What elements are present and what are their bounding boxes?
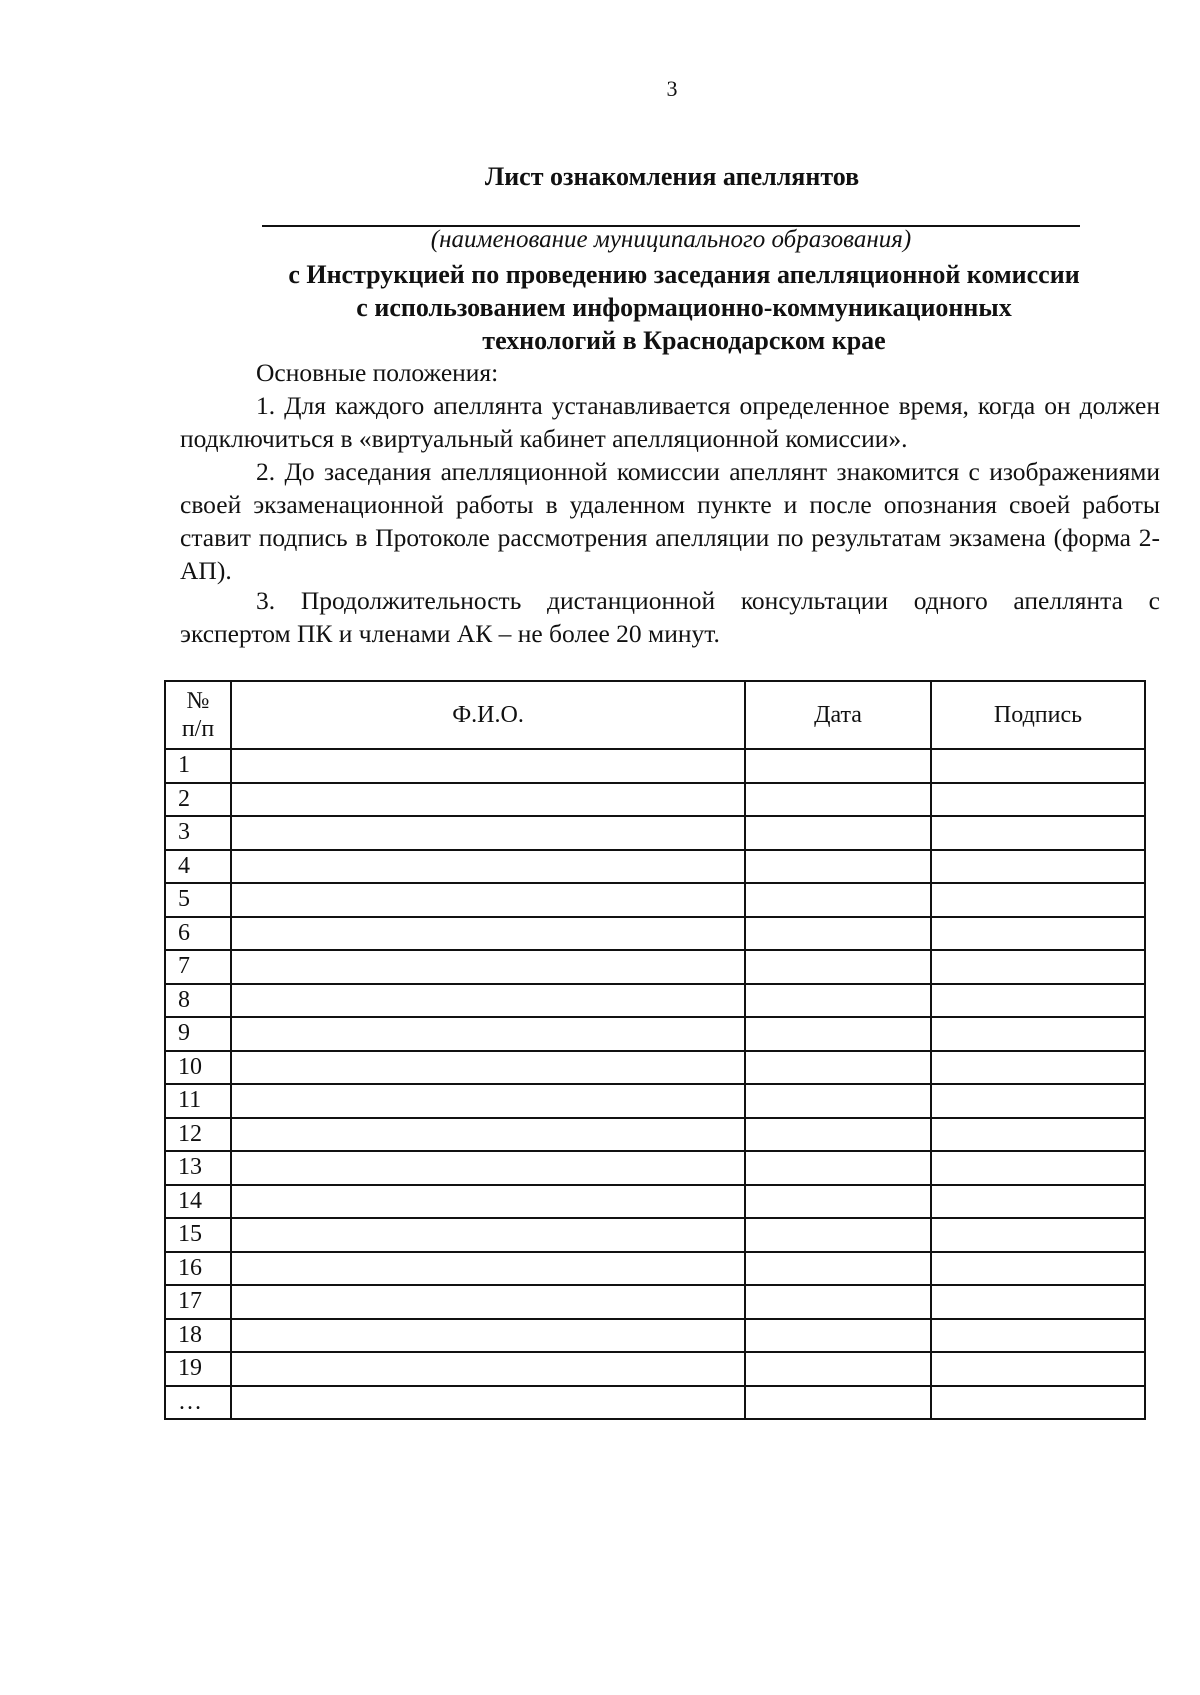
header-fio: Ф.И.О. <box>231 681 745 749</box>
fio-cell[interactable] <box>231 1118 745 1152</box>
row-number-cell: 15 <box>165 1218 231 1252</box>
header-number <box>165 681 231 749</box>
date-cell[interactable] <box>745 1218 931 1252</box>
signature-cell[interactable] <box>931 1319 1145 1353</box>
header-signature: Подпись <box>931 681 1145 749</box>
table-row <box>165 1151 1145 1185</box>
fio-cell[interactable] <box>231 783 745 817</box>
date-cell[interactable] <box>745 984 931 1018</box>
fio-cell[interactable] <box>231 1352 745 1386</box>
fio-cell[interactable] <box>231 1319 745 1353</box>
paragraph-2: 2. До заседания апелляционной комиссии апеллянт знакомится с изображениями своей экзаменационной работы в удаленном пункте и после опознания своей работы ставит подпись в Протоколе рассмотрения апелляции по результатам экзамена (форма 2-АП). <box>180 457 1160 585</box>
signature-cell[interactable] <box>931 1051 1145 1085</box>
row-number-cell: 4 <box>165 850 231 884</box>
table-row <box>165 1352 1145 1386</box>
signature-cell[interactable] <box>931 1252 1145 1286</box>
date-cell[interactable] <box>745 1285 931 1319</box>
table-row <box>165 1051 1145 1085</box>
row-number-cell: 7 <box>165 950 231 984</box>
signature-cell[interactable] <box>931 1386 1145 1420</box>
row-number-cell: 16 <box>165 1252 231 1286</box>
table-row <box>165 1218 1145 1252</box>
date-cell[interactable] <box>745 1017 931 1051</box>
header-number-abbr: п/п <box>181 716 215 742</box>
fio-cell[interactable] <box>231 816 745 850</box>
row-number-cell: 10 <box>165 1051 231 1085</box>
date-cell[interactable] <box>745 1051 931 1085</box>
date-cell[interactable] <box>745 816 931 850</box>
signature-cell[interactable] <box>931 1185 1145 1219</box>
date-cell[interactable] <box>745 1151 931 1185</box>
row-number-cell: 11 <box>165 1084 231 1118</box>
table-row <box>165 1185 1145 1219</box>
row-number-cell: 18 <box>165 1319 231 1353</box>
subtitle-line: технологий в Краснодарском крае <box>482 326 886 355</box>
table-header-row <box>165 681 1145 749</box>
paragraph-3: 3. Продолжительность дистанционной консультации одного апеллянта с экспертом ПК и членами АК – не более 20 минут. <box>180 586 1160 648</box>
row-number-cell: 3 <box>165 816 231 850</box>
row-number-cell: 5 <box>165 883 231 917</box>
table-row <box>165 984 1145 1018</box>
fio-cell[interactable] <box>231 1084 745 1118</box>
signature-cell[interactable] <box>931 950 1145 984</box>
date-cell[interactable] <box>745 1386 931 1420</box>
row-number-cell: 12 <box>165 1118 231 1152</box>
table-row <box>165 850 1145 884</box>
signature-cell[interactable] <box>931 1352 1145 1386</box>
table-row <box>165 1252 1145 1286</box>
date-cell[interactable] <box>745 1118 931 1152</box>
date-cell[interactable] <box>745 917 931 951</box>
table-row <box>165 883 1145 917</box>
page-number: 3 <box>666 76 678 101</box>
fio-cell[interactable] <box>231 1218 745 1252</box>
date-cell[interactable] <box>745 1352 931 1386</box>
row-number-cell: 17 <box>165 1285 231 1319</box>
signature-cell[interactable] <box>931 1285 1145 1319</box>
signature-cell[interactable] <box>931 1118 1145 1152</box>
table-row <box>165 1017 1145 1051</box>
fio-cell[interactable] <box>231 1051 745 1085</box>
paragraph-1: 1. Для каждого апеллянта устанавливается определенное время, когда он должен подключиться в «виртуальный кабинет апелляционной комиссии». <box>180 391 1160 453</box>
fio-cell[interactable] <box>231 749 745 783</box>
fio-cell[interactable] <box>231 950 745 984</box>
row-number-cell: 9 <box>165 1017 231 1051</box>
document-title: Лист ознакомления апеллянтов <box>484 162 860 191</box>
table-row <box>165 749 1145 783</box>
fio-cell[interactable] <box>231 1386 745 1420</box>
subtitle-line: с использованием информационно-коммуникационных <box>356 293 1012 322</box>
signature-cell[interactable] <box>931 1084 1145 1118</box>
fio-cell[interactable] <box>231 984 745 1018</box>
signature-cell[interactable] <box>931 1218 1145 1252</box>
fio-cell[interactable] <box>231 1185 745 1219</box>
document-subtitle <box>180 258 1188 357</box>
fio-cell[interactable] <box>231 850 745 884</box>
signature-cell[interactable] <box>931 816 1145 850</box>
row-number-cell: 6 <box>165 917 231 951</box>
row-number-cell: 8 <box>165 984 231 1018</box>
date-cell[interactable] <box>745 883 931 917</box>
intro-heading: Основные положения: <box>256 358 499 387</box>
table-row <box>165 783 1145 817</box>
signature-cell[interactable] <box>931 883 1145 917</box>
header-number-symbol: № <box>186 688 210 714</box>
fio-cell[interactable] <box>231 1017 745 1051</box>
fio-cell[interactable] <box>231 1252 745 1286</box>
table-row <box>165 1386 1145 1420</box>
appellants-table <box>164 680 1146 1420</box>
subtitle-line: с Инструкцией по проведению заседания апелляционной комиссии <box>288 260 1080 289</box>
signature-cell[interactable] <box>931 850 1145 884</box>
row-number-cell: 2 <box>165 783 231 817</box>
row-number-cell: 14 <box>165 1185 231 1219</box>
fill-in-caption: (наименование муниципального образования) <box>430 226 912 253</box>
row-number-cell: 1 <box>165 749 231 783</box>
table-row <box>165 1319 1145 1353</box>
signature-cell[interactable] <box>931 984 1145 1018</box>
header-date: Дата <box>745 681 931 749</box>
date-cell[interactable] <box>745 749 931 783</box>
row-number-cell: … <box>165 1386 231 1420</box>
date-cell[interactable] <box>745 1185 931 1219</box>
date-cell[interactable] <box>745 1319 931 1353</box>
signature-cell[interactable] <box>931 1151 1145 1185</box>
fio-cell[interactable] <box>231 1151 745 1185</box>
table-row <box>165 1084 1145 1118</box>
fio-cell[interactable] <box>231 917 745 951</box>
signature-cell[interactable] <box>931 783 1145 817</box>
table-row <box>165 917 1145 951</box>
date-cell[interactable] <box>745 1084 931 1118</box>
table-row <box>165 1285 1145 1319</box>
signature-cell[interactable] <box>931 917 1145 951</box>
table-row <box>165 1118 1145 1152</box>
date-cell[interactable] <box>745 850 931 884</box>
date-cell[interactable] <box>745 783 931 817</box>
signature-cell[interactable] <box>931 749 1145 783</box>
table-row <box>165 816 1145 850</box>
table-body <box>165 749 1145 1419</box>
fio-cell[interactable] <box>231 883 745 917</box>
date-cell[interactable] <box>745 1252 931 1286</box>
table-row <box>165 950 1145 984</box>
fio-cell[interactable] <box>231 1285 745 1319</box>
row-number-cell: 13 <box>165 1151 231 1185</box>
date-cell[interactable] <box>745 950 931 984</box>
row-number-cell: 19 <box>165 1352 231 1386</box>
signature-cell[interactable] <box>931 1017 1145 1051</box>
